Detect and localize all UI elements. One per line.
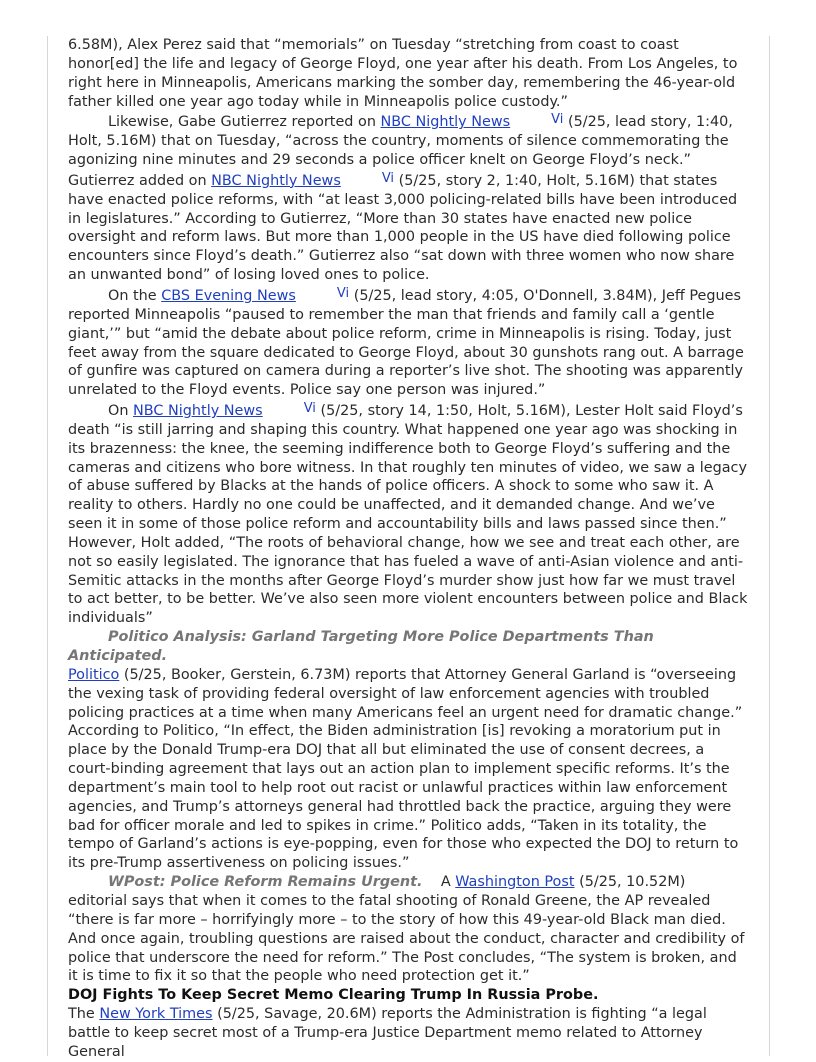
text-span: The: [68, 1006, 100, 1023]
nbc-nightly-news-link-2[interactable]: NBC Nightly News Vi: [211, 173, 394, 189]
text-span: (5/25, Booker, Gerstein, 6.73M) reports that Attorney General Garland is “overseeing the vexing task of providing federal oversight of law enforcement agencies with troubled policing practices at a time when many Americans feel an urgent need for dramatic change.” According to Politico, “In effect, the Biden administration [is] revoking a moratorium put in place by the Donald Trump-era DOJ that all but eliminated the use of consent decrees, a court-binding agreement that lays out an action plan to implement specific reforms. It’s the department’s main tool to help root out racist or unlawful practices within law enforcement agencies, and Trump’s attorneys general had throttled back the practice, arguing they were bad for officer morale and led to spikes in crime.” Politico adds, “Taken in its totality, the tempo of Garland’s actions is eye-popping, even for those who expected the DOJ to return to its pre-Trump assertiveness on policing issues.”: [68, 666, 743, 872]
wpost-section-title: WPost: Police Reform Remains Urgent.: [108, 874, 423, 891]
politico-section-title: Politico Analysis: Garland Targeting More Police Departments Than Anticipated.: [68, 629, 654, 664]
text-span: (5/25, lead story, 4:05, O'Donnell, 3.84M), Jeff Pegues reported Minneapolis “paused to remember the man that friends and family call a ‘gentle giant,’” but “amid the debate about police reform, crime in Minneapolis is rising. Today, just feet away from the square dedicated to George Floyd, about 30 gunshots rang out. A barrage of gunfire was captured on camera during a reporter’s live shot. The shooting was apparently unrelated to the Floyd events. Police say one person was injured.”: [68, 287, 744, 399]
nbc-nightly-news-link[interactable]: NBC Nightly News Vi: [381, 114, 564, 130]
doj-memo-heading: DOJ Fights To Keep Secret Memo Clearing Trump In Russia Probe.: [68, 987, 599, 1004]
paragraph-pegues: [68, 285, 748, 400]
washington-post-link[interactable]: Washington Post: [455, 874, 575, 891]
nbc-nightly-news-link-3[interactable]: NBC Nightly News Vi: [133, 403, 316, 419]
text-span: On the: [108, 287, 162, 304]
paragraph-perez: 6.58M), Alex Perez said that “memorials” on Tuesday “stretching from coast to coast honor[ed] the life and legacy of George Floyd, one year after his death. From Los Angeles, to right here in Minneapolis, Americans marking the somber day, remembering the 46-year-old father killed one year ago today while in Minneapolis police custody.”: [68, 37, 738, 110]
text-span: (5/25, story 2, 1:40, Holt, 5.16M) that states have enacted police reforms, with “at least 3,000 policing-related bills have been introduced in legislatures.” According to Gutierrez, “More than 30 states have enacted new police oversight and reform laws. But more than 1,000 people in the US have died following police encounters since Floyd’s death.” Gutierrez also “sat down with three women who now share an unwanted bond” of losing loved ones to police.: [68, 172, 738, 284]
paragraph-gutierrez: [68, 111, 748, 285]
article-body: [68, 36, 748, 1062]
politico-link[interactable]: Politico: [68, 666, 120, 683]
text-span: (5/25, story 14, 1:50, Holt, 5.16M), Lester Holt said Floyd’s death “is still jarring and shaping this country. What happened one year ago was shocking in its brazenness: the knee, the seeming indifference both to George Floyd’s suffering and the cameras and citizens who bore witness. In that roughly ten minutes of video, we saw a legacy of abuse suffered by Blacks at the hands of police officers. A shock to some who saw it. A reality to others. Hardly no one could be unaffected, and it demanded change. And we’ve seen it in some of those police reform and accountability bills and laws passed since then.” However, Holt added, “The roots of behavioral change, how we see and treat each other, are not so easily legislated. The ignorance that has fueled a wave of anti-Asian violence and anti-Semitic attacks in the months after George Floyd’s murder show just how far we must travel to act better, to be better. We’ve also seen more violent encounters between police and Black individuals”: [68, 403, 748, 627]
new-york-times-link[interactable]: New York Times: [99, 1006, 213, 1023]
cbs-evening-news-link[interactable]: CBS Evening News Vi: [161, 288, 349, 304]
text-span: (5/25, 10.52M) editorial says that when it comes to the fatal shooting of Ronald Greene, the AP revealed “there is far more – horrifyingly more – to the story of how this 49-year-old Black man died. And once again, troubling questions are raised about the conduct, character and credibility of police that underscore the need for reform.” The Post concludes, “The system is broken, and it is time to fix it so that the people who need protection get it.”: [68, 874, 745, 985]
paragraph-holt: [68, 400, 748, 628]
text-span: (5/25, lead story, 1:40, Holt, 5.16M) that on Tuesday, “across the country, moments of silence commemorating the agonizing nine minutes and 29 seconds a police officer knelt on George Floyd’s neck.” Gutierrez added on: [68, 114, 733, 189]
text-span: (5/25, Savage, 20.6M) reports the Administration is fighting “a legal battle to keep secret most of a Trump-era Justice Department memo related to Attorney General: [68, 1006, 707, 1060]
paragraph-wpost: [68, 873, 748, 986]
text-span: A: [440, 874, 456, 891]
spacer: [423, 874, 441, 890]
paragraph-politico: [68, 628, 748, 873]
text-span: On: [108, 403, 134, 420]
text-span: Likewise, Gabe Gutierrez reported on: [108, 114, 381, 131]
paragraph-nyt: [68, 1005, 748, 1062]
